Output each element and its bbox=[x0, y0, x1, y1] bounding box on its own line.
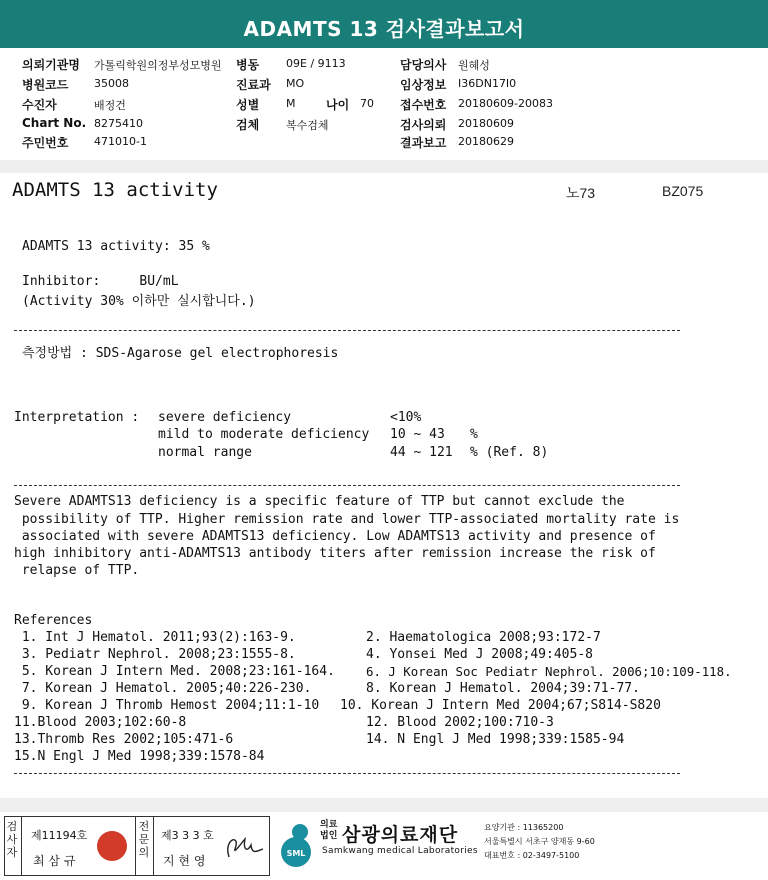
comment-line: relapse of TTP. bbox=[14, 563, 140, 578]
ward-value: 09E / 9113 bbox=[286, 57, 346, 70]
comment-line: high inhibitory anti-ADAMTS13 antibody titers after remission increase the risk of bbox=[14, 546, 656, 561]
request-date-value: 20180609 bbox=[458, 117, 514, 130]
report-body bbox=[0, 173, 768, 798]
sex-label: 성별 bbox=[236, 98, 260, 112]
reference-item: 8. Korean J Hematol. 2004;39:71-77. bbox=[366, 681, 640, 696]
patient-label: 수진자 bbox=[22, 98, 57, 112]
section-divider bbox=[0, 160, 768, 173]
reference-item: 12. Blood 2002;100:710-3 bbox=[366, 715, 554, 730]
doctor-vertical-label bbox=[138, 820, 152, 859]
divider-line bbox=[135, 817, 136, 875]
reference-item: 11.Blood 2003;102:60-8 bbox=[14, 715, 187, 730]
interp-unit: % (Ref. 8) bbox=[470, 445, 549, 460]
report-title: ADAMTS 13 검사결과보고서 bbox=[243, 17, 525, 41]
interp-range: 44 ~ 121 bbox=[390, 445, 453, 460]
comment-line: possibility of TTP. Higher remission rate and lower TTP-associated mortality rate is bbox=[14, 512, 680, 527]
chart-no-label: Chart No. bbox=[22, 116, 87, 130]
id-number-value: 471010-1 bbox=[94, 135, 147, 148]
dashed-rule bbox=[14, 330, 680, 331]
clinical-info-label: 임상정보 bbox=[400, 78, 447, 92]
divider-line bbox=[21, 817, 22, 875]
receipt-value: 20180609-20083 bbox=[458, 97, 553, 110]
tester-vertical-label bbox=[6, 820, 20, 859]
reference-item: 2. Haematologica 2008;93:172-7 bbox=[366, 630, 601, 645]
reference-item: 10. Korean J Intern Med 2004;67;S814-S820 bbox=[340, 698, 661, 713]
institution-label: 의뢰기관명 bbox=[22, 58, 80, 72]
dept-value: MO bbox=[286, 77, 305, 90]
hospital-code-label: 병원코드 bbox=[22, 78, 69, 92]
patient-value: 배정건 bbox=[94, 99, 126, 112]
signature-icon bbox=[219, 829, 265, 863]
dashed-rule bbox=[14, 485, 680, 486]
reference-item: 14. N Engl J Med 1998;339:1585-94 bbox=[366, 732, 625, 747]
reference-item: 3. Pediatr Nephrol. 2008;23:1555-8. bbox=[14, 647, 296, 662]
method-line: 측정방법 : SDS-Agarose gel electrophoresis bbox=[22, 346, 339, 361]
report-date-label: 결과보고 bbox=[400, 136, 447, 150]
handwritten-note-2: BZ075 bbox=[662, 183, 704, 199]
interp-range: 10 ~ 43 bbox=[390, 427, 445, 442]
organization-name: 삼광의료재단 bbox=[342, 824, 459, 846]
test-heading: ADAMTS 13 activity bbox=[12, 179, 218, 201]
reference-item: 13.Thromb Res 2002;105:471-6 bbox=[14, 732, 234, 747]
doctor-role-label: 전문의 bbox=[138, 820, 150, 859]
activity-result: ADAMTS 13 activity: 35 % bbox=[22, 239, 210, 254]
reference-item: 15.N Engl J Med 1998;339:1578-84 bbox=[14, 749, 265, 764]
org-tag-line: 의료 bbox=[320, 820, 338, 830]
comment-line: Severe ADAMTS13 deficiency is a specific feature of TTP but cannot exclude the bbox=[14, 494, 625, 509]
receipt-label: 접수번호 bbox=[400, 98, 447, 112]
references-heading: References bbox=[14, 613, 93, 628]
sml-logo-icon bbox=[276, 820, 316, 868]
comment-line: associated with severe ADAMTS13 deficiency. Low ADAMTS13 activity and presence of bbox=[14, 529, 656, 544]
age-value: 70 bbox=[360, 97, 374, 110]
clinical-info-value: I36DN17I0 bbox=[458, 77, 517, 90]
hospital-code-value: 35008 bbox=[94, 77, 129, 90]
facility-phone: 대표번호 : 02-3497-5100 bbox=[484, 851, 580, 860]
tester-license: 제11194호 bbox=[31, 829, 88, 842]
reference-item: 1. Int J Hematol. 2011;93(2):163-9. bbox=[14, 630, 296, 645]
institution-value: 가톨릭학원의정부성모병원 bbox=[94, 59, 222, 72]
reference-item: 6. J Korean Soc Pediatr Nephrol. 2006;10:109-118. bbox=[366, 664, 732, 679]
age-label: 나이 bbox=[326, 98, 350, 112]
footer-divider bbox=[0, 798, 768, 812]
interp-range: <10% bbox=[390, 410, 422, 425]
tester-role-label: 검사자 bbox=[6, 820, 18, 859]
interp-category: mild to moderate deficiency bbox=[158, 427, 370, 442]
specimen-label: 검체 bbox=[236, 118, 260, 132]
id-number-label: 주민번호 bbox=[22, 136, 69, 150]
facility-address: 서울특별시 서초구 양재동 9-60 bbox=[484, 837, 595, 846]
tester-name: 최 삼 규 bbox=[33, 854, 76, 868]
patient-info-panel bbox=[0, 48, 768, 161]
doctor-label: 담당의사 bbox=[400, 58, 447, 72]
report-footer bbox=[0, 812, 768, 880]
report-date-value: 20180629 bbox=[458, 135, 514, 148]
ward-label: 병동 bbox=[236, 58, 260, 72]
divider-line bbox=[153, 817, 154, 875]
doctor-value: 원혜성 bbox=[458, 59, 490, 72]
inhibitor-result: Inhibitor: BU/mL bbox=[22, 274, 179, 289]
request-date-label: 검사의뢰 bbox=[400, 118, 447, 132]
signature-box bbox=[4, 816, 270, 876]
dashed-rule bbox=[14, 773, 680, 774]
reference-item: 9. Korean J Thromb Hemost 2004;11:1-10 bbox=[14, 698, 320, 713]
interpretation-label: Interpretation : bbox=[14, 410, 140, 425]
dept-label: 진료과 bbox=[236, 78, 271, 92]
reference-item: 4. Yonsei Med J 2008;49:405-8 bbox=[366, 647, 593, 662]
inhibitor-note: (Activity 30% 이하만 실시합니다.) bbox=[22, 294, 256, 309]
sex-value: M bbox=[286, 97, 296, 110]
interp-category: severe deficiency bbox=[158, 410, 292, 425]
logo-text: SML bbox=[286, 849, 306, 858]
doctor-license: 제3 3 3 호 bbox=[161, 829, 214, 842]
chart-no-value: 8275410 bbox=[94, 117, 143, 130]
specimen-value: 복수검체 bbox=[286, 119, 329, 132]
reference-item: 5. Korean J Intern Med. 2008;23:161-164. bbox=[14, 664, 335, 679]
official-seal-icon bbox=[97, 831, 127, 861]
organization-english-name: Samkwang medical Laboratories bbox=[322, 846, 478, 856]
interp-unit: % bbox=[470, 427, 478, 442]
handwritten-note-1: 노73 bbox=[566, 185, 596, 201]
org-type-tag bbox=[320, 820, 337, 842]
reference-item: 7. Korean J Hematol. 2005;40:226-230. bbox=[14, 681, 312, 696]
report-title-bar bbox=[0, 0, 768, 48]
interp-category: normal range bbox=[158, 445, 252, 460]
org-tag-line: 법인 bbox=[320, 831, 338, 841]
facility-code: 요양기관 : 11365200 bbox=[484, 823, 564, 832]
doctor-name: 지 현 영 bbox=[163, 854, 206, 868]
